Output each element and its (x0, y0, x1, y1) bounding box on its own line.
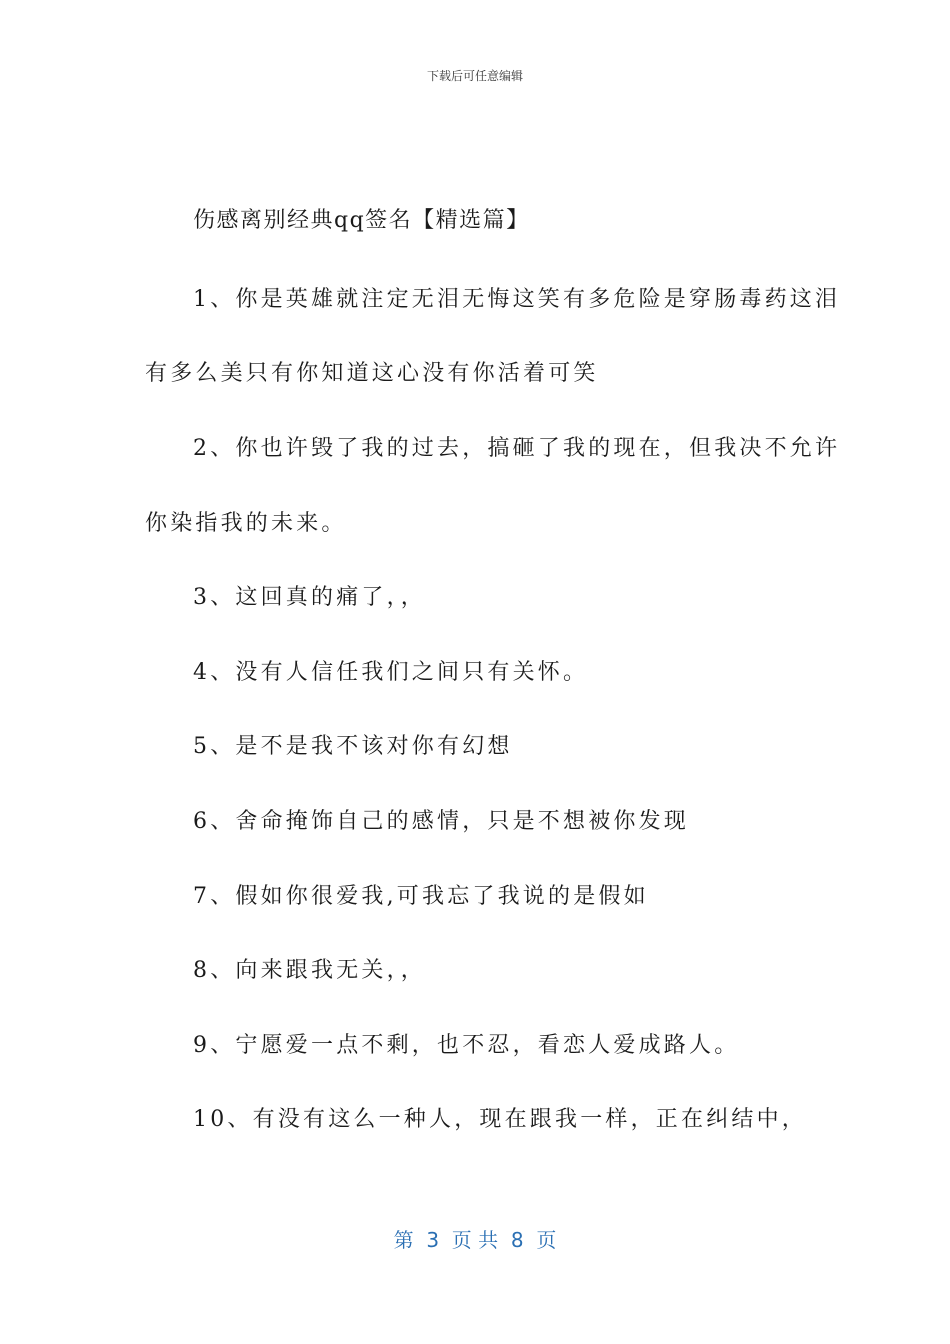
item-1-line-2: 有多么美只有你知道这心没有你活着可笑 (145, 361, 599, 386)
item-8: 8、向来跟我无关，， (193, 958, 426, 983)
document-title: 伤感离别经典qq签名【精选篇】 (193, 208, 530, 233)
item-5: 5、是不是我不该对你有幻想 (193, 734, 513, 759)
item-2-line-2: 你染指我的未来。 (145, 511, 347, 536)
item-7: 7、假如你很爱我,可我忘了我说的是假如 (193, 884, 649, 909)
item-4: 4、没有人信任我们之间只有关怀。 (193, 660, 589, 685)
item-6: 6、舍命掩饰自己的感情，只是不想被你发现 (193, 809, 689, 834)
item-3: 3、这回真的痛了，， (193, 585, 426, 610)
item-1-line-1: 1、你是英雄就注定无泪无悔这笑有多危险是穿肠毒药这泪 (193, 287, 841, 312)
item-2-line-1: 2、你也许毁了我的过去，搞砸了我的现在，但我决不允许 (193, 436, 841, 461)
item-9: 9、宁愿爱一点不剩，也不忍，看恋人爱成路人。 (193, 1033, 740, 1058)
header-note: 下载后可任意编辑 (426, 69, 523, 83)
item-10: 10、有没有这么一种人，现在跟我一样，正在纠结中， (193, 1107, 807, 1132)
page-indicator: 第 3 页 共 8 页 (393, 1228, 557, 1252)
